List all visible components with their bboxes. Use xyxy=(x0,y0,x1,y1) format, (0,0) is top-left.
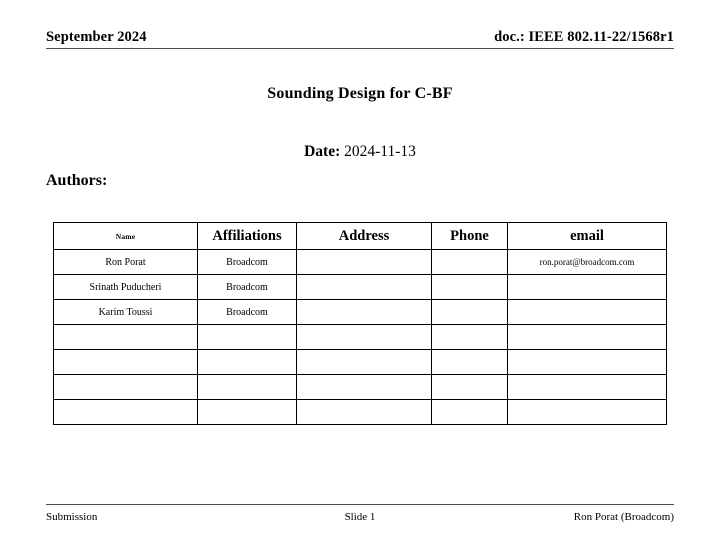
cell-phone xyxy=(432,375,508,400)
cell-affiliations: Broadcom xyxy=(198,250,297,275)
table-header-row xyxy=(54,223,667,250)
cell-email: ron.porat@broadcom.com xyxy=(508,250,667,275)
footer-divider xyxy=(46,504,674,505)
cell-affiliations xyxy=(198,325,297,350)
table-row xyxy=(54,275,667,300)
cell-email xyxy=(508,400,667,425)
table-row xyxy=(54,350,667,375)
authors-heading: Authors: xyxy=(46,172,108,189)
cell-address xyxy=(297,350,432,375)
cell-address xyxy=(297,250,432,275)
slide-footer xyxy=(46,511,674,529)
cell-name xyxy=(54,325,198,350)
table-row xyxy=(54,300,667,325)
cell-name xyxy=(54,400,198,425)
cell-affiliations xyxy=(198,350,297,375)
cell-phone xyxy=(432,300,508,325)
cell-affiliations: Broadcom xyxy=(198,300,297,325)
authors-table-container xyxy=(53,222,666,425)
cell-name: Karim Toussi xyxy=(54,300,198,325)
cell-phone xyxy=(432,350,508,375)
cell-email xyxy=(508,350,667,375)
cell-email xyxy=(508,300,667,325)
column-header-name: Name xyxy=(54,223,198,250)
footer-author-affiliation: Ron Porat (Broadcom) xyxy=(573,511,674,523)
authors-table-header xyxy=(54,223,667,250)
cell-name xyxy=(54,375,198,400)
cell-email xyxy=(508,275,667,300)
authors-table xyxy=(53,222,667,425)
table-row xyxy=(54,250,667,275)
cell-phone xyxy=(432,400,508,425)
header-date: September 2024 xyxy=(46,29,147,45)
cell-address xyxy=(297,400,432,425)
cell-phone xyxy=(432,325,508,350)
cell-address xyxy=(297,275,432,300)
column-header-phone: Phone xyxy=(432,223,508,250)
page-title: Sounding Design for C-BF xyxy=(267,85,453,102)
cell-affiliations xyxy=(198,375,297,400)
date-label: Date: xyxy=(304,143,341,160)
cell-email xyxy=(508,375,667,400)
cell-name xyxy=(54,350,198,375)
footer-slide-number: Slide 1 xyxy=(344,511,376,523)
table-row xyxy=(54,325,667,350)
column-header-affiliations: Affiliations xyxy=(198,223,297,250)
date-line xyxy=(46,143,674,161)
column-header-email: email xyxy=(508,223,667,250)
cell-address xyxy=(297,375,432,400)
table-row xyxy=(54,375,667,400)
cell-name: Srinath Puducheri xyxy=(54,275,198,300)
cell-phone xyxy=(432,275,508,300)
cell-affiliations: Broadcom xyxy=(198,275,297,300)
cell-address xyxy=(297,300,432,325)
cell-email xyxy=(508,325,667,350)
header-document-id: doc.: IEEE 802.11-22/1568r1 xyxy=(494,29,674,45)
cell-address xyxy=(297,325,432,350)
header-divider xyxy=(46,48,674,49)
authors-table-body xyxy=(54,250,667,425)
column-header-address: Address xyxy=(297,223,432,250)
cell-phone xyxy=(432,250,508,275)
table-row xyxy=(54,400,667,425)
footer-submission-label: Submission xyxy=(46,511,98,523)
cell-affiliations xyxy=(198,400,297,425)
cell-name: Ron Porat xyxy=(54,250,198,275)
date-value: 2024-11-13 xyxy=(344,143,416,160)
